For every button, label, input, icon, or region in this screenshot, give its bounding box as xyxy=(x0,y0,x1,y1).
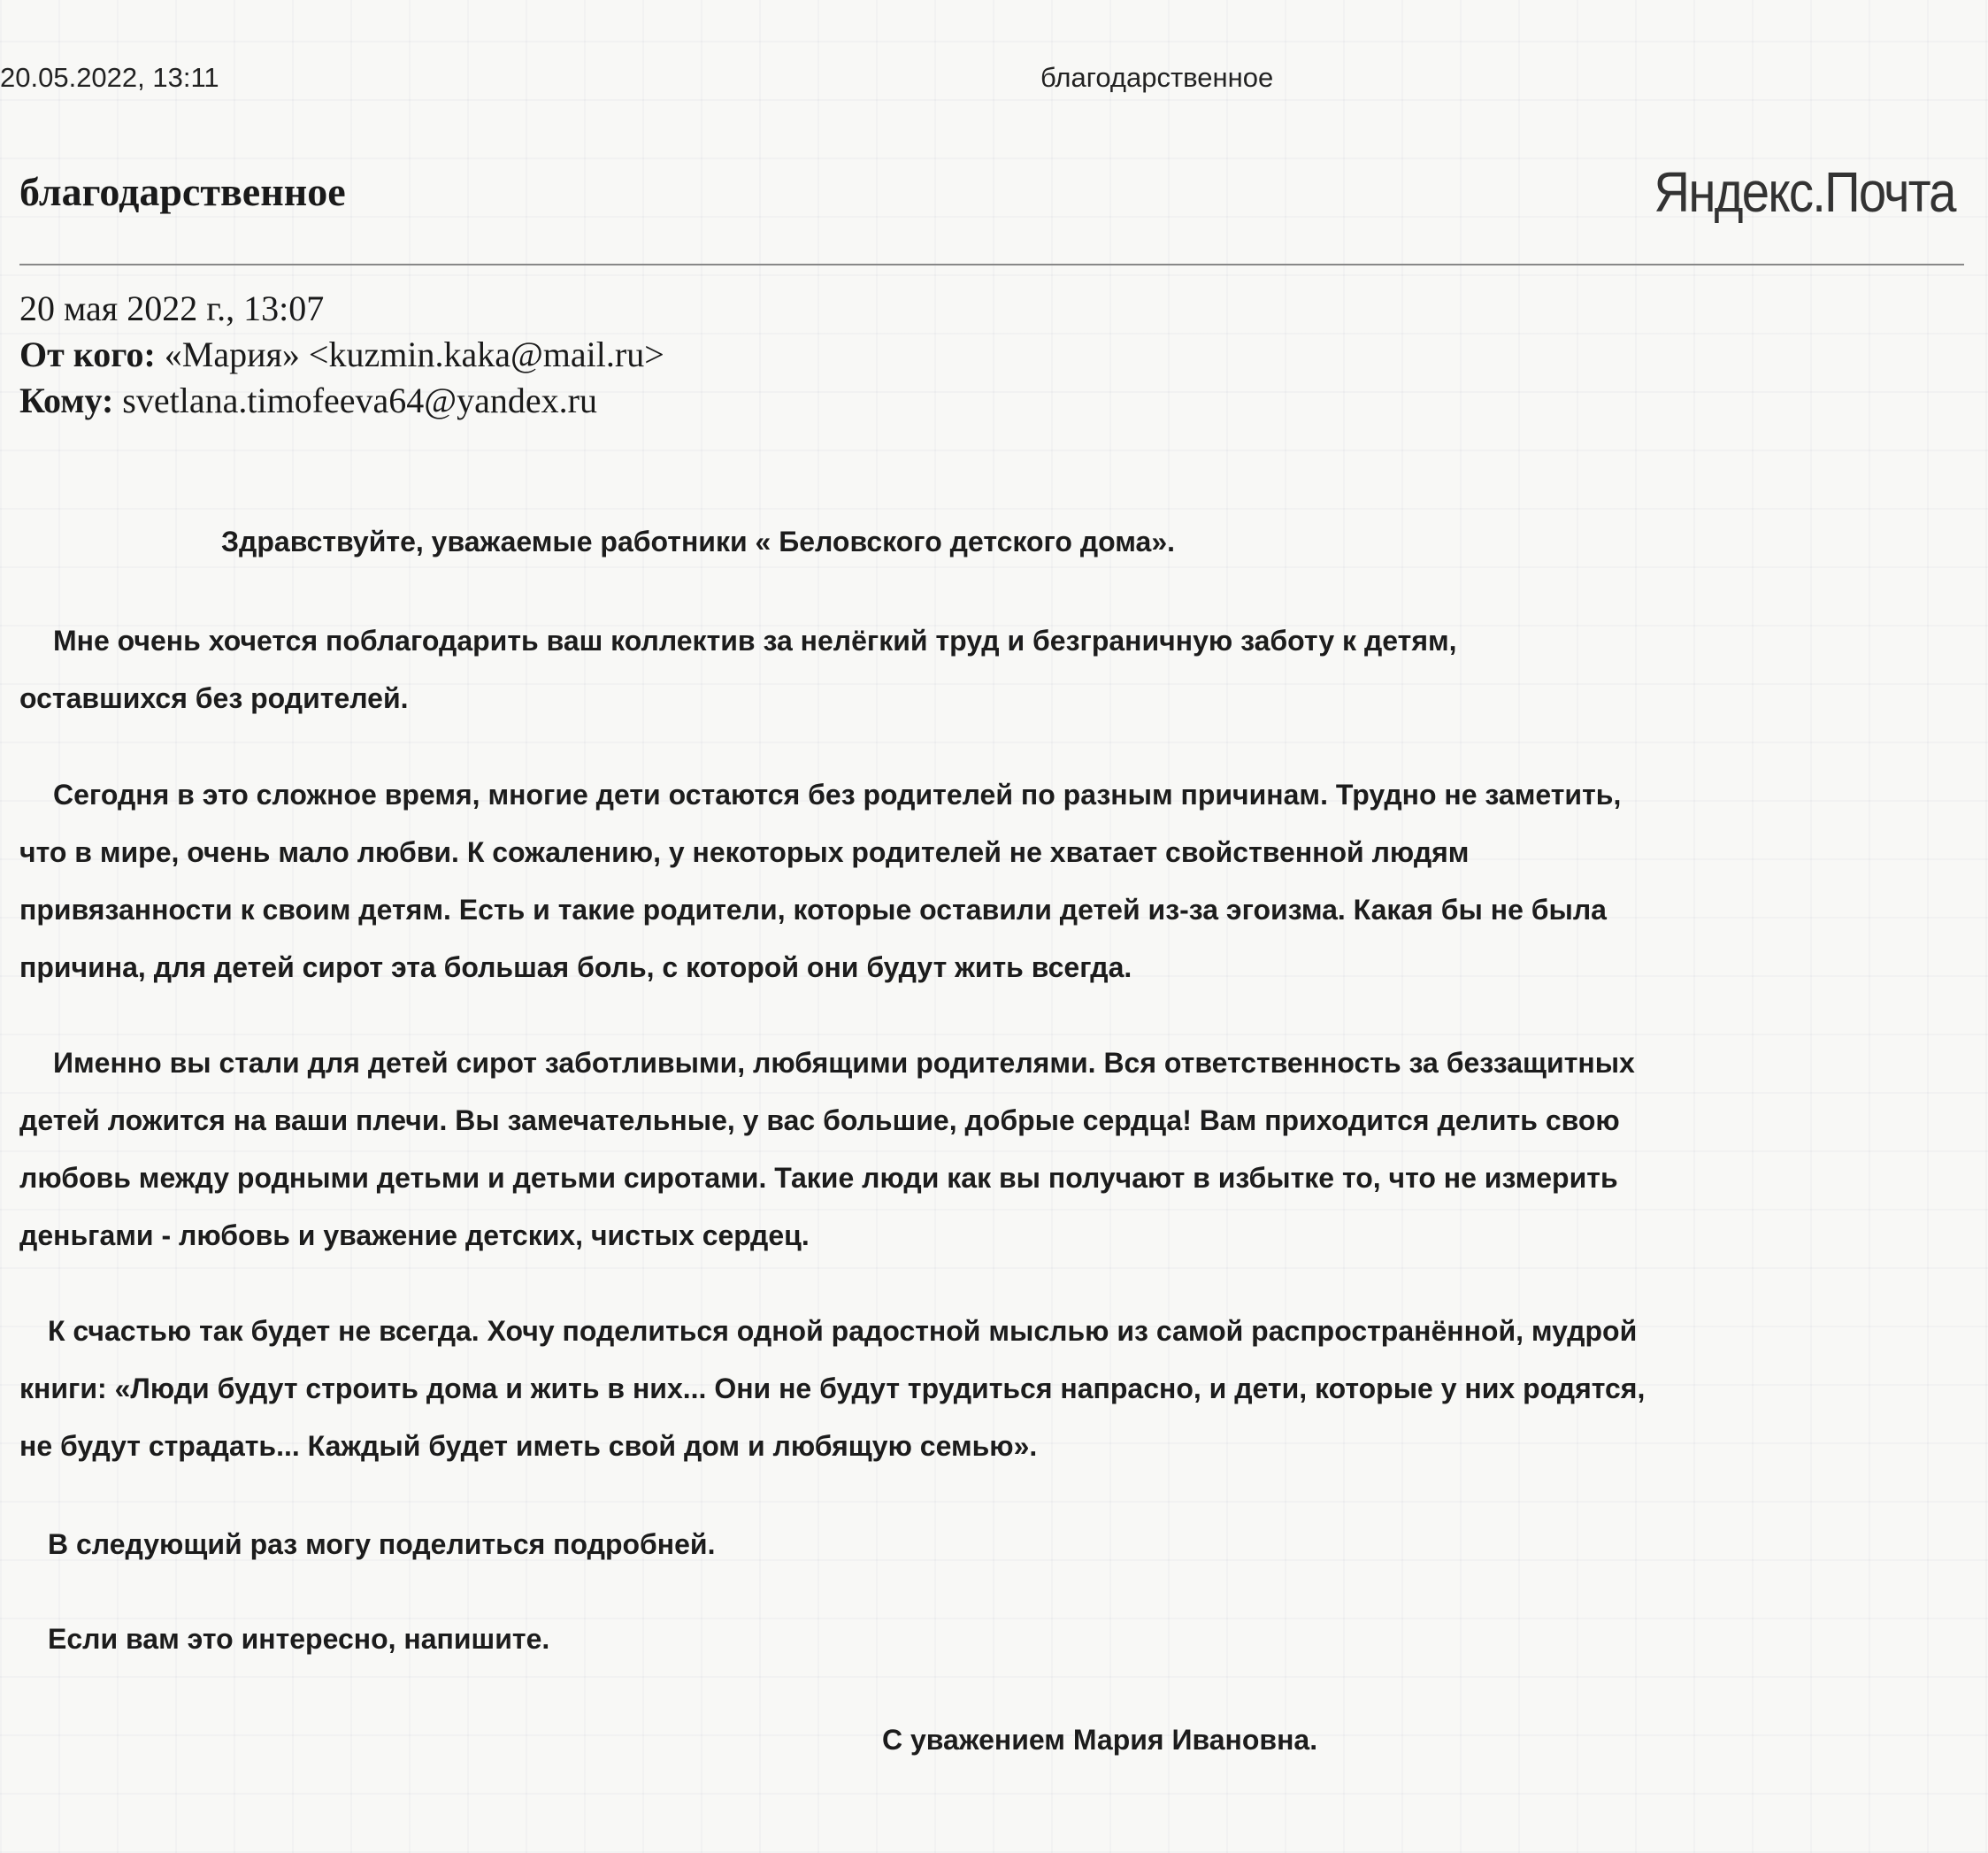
from-label: От кого: xyxy=(19,334,156,374)
email-meta xyxy=(19,286,664,424)
paragraph-2-line: что в мире, очень мало любви. К сожалению, у некоторых родителей не хватает свойственной людям xyxy=(19,836,1470,868)
paragraph-4 xyxy=(19,1303,1966,1475)
to-label: Кому: xyxy=(19,381,114,420)
paragraph-4-line: К счастью так будет не всегда. Хочу поделиться одной радостной мыслью из самой распространённой, мудрой xyxy=(48,1315,1638,1347)
print-header xyxy=(0,62,1988,97)
paragraph-2-line: привязанности к своим детям. Есть и такие родители, которые оставили детей из-за эгоизма. Какая бы не была xyxy=(19,894,1607,926)
paragraph-2 xyxy=(19,766,1966,996)
paragraph-3-line: любовь между родными детьми и детьми сиротами. Такие люди как вы получают в избытке то, что не измерить xyxy=(19,1162,1618,1194)
paragraph-3-line: Именно вы стали для детей сирот заботливыми, любящими родителями. Вся ответственность за беззащитных xyxy=(53,1047,1635,1079)
paragraph-2-line: причина, для детей сирот эта большая боль, с которой они будут жить всегда. xyxy=(19,951,1132,983)
paragraph-3-line: деньгами - любовь и уважение детских, чистых сердец. xyxy=(19,1219,810,1251)
paragraph-5: В следующий раз могу поделиться подробней. xyxy=(48,1528,716,1560)
paragraph-3-line: детей ложится на ваши плечи. Вы замечательные, у вас большие, добрые сердца! Вам приходится делить свою xyxy=(19,1104,1620,1136)
signature: С уважением Мария Ивановна. xyxy=(882,1724,1318,1756)
email-subject: благодарственное xyxy=(19,169,346,214)
email-from xyxy=(19,332,664,378)
to-value: svetlana.timofeeva64@yandex.ru xyxy=(122,381,597,420)
yandex-mail-logo: Яндекс.Почта xyxy=(1654,160,1955,224)
print-datetime: 20.05.2022, 13:11 xyxy=(0,62,219,93)
paragraph-3 xyxy=(19,1034,1966,1265)
paragraph-6: Если вам это интересно, напишите. xyxy=(48,1623,550,1655)
from-value: «Мария» <kuzmin.kaka@mail.ru> xyxy=(164,334,664,374)
header-divider xyxy=(19,264,1964,265)
greeting: Здравствуйте, уважаемые работники « Беловского детского дома». xyxy=(221,526,1176,557)
print-title: благодарственное xyxy=(1040,62,1274,93)
paragraph-1 xyxy=(19,612,1966,727)
email-to xyxy=(19,378,664,424)
paragraph-4-line: книги: «Люди будут строить дома и жить в них... Они не будут трудиться напрасно, и дети, которые у них родятся, xyxy=(19,1372,1646,1404)
email-date: 20 мая 2022 г., 13:07 xyxy=(19,288,325,328)
paragraph-2-line: Сегодня в это сложное время, многие дети остаются без родителей по разным причинам. Трудно не заметить, xyxy=(53,779,1622,811)
paragraph-1-line: оставшихся без родителей. xyxy=(19,682,409,714)
paragraph-1-line: Мне очень хочется поблагодарить ваш коллектив за нелёгкий труд и безграничную заботу к детям, xyxy=(53,625,1457,657)
paragraph-4-line: не будут страдать... Каждый будет иметь свой дом и любящую семью». xyxy=(19,1430,1038,1462)
